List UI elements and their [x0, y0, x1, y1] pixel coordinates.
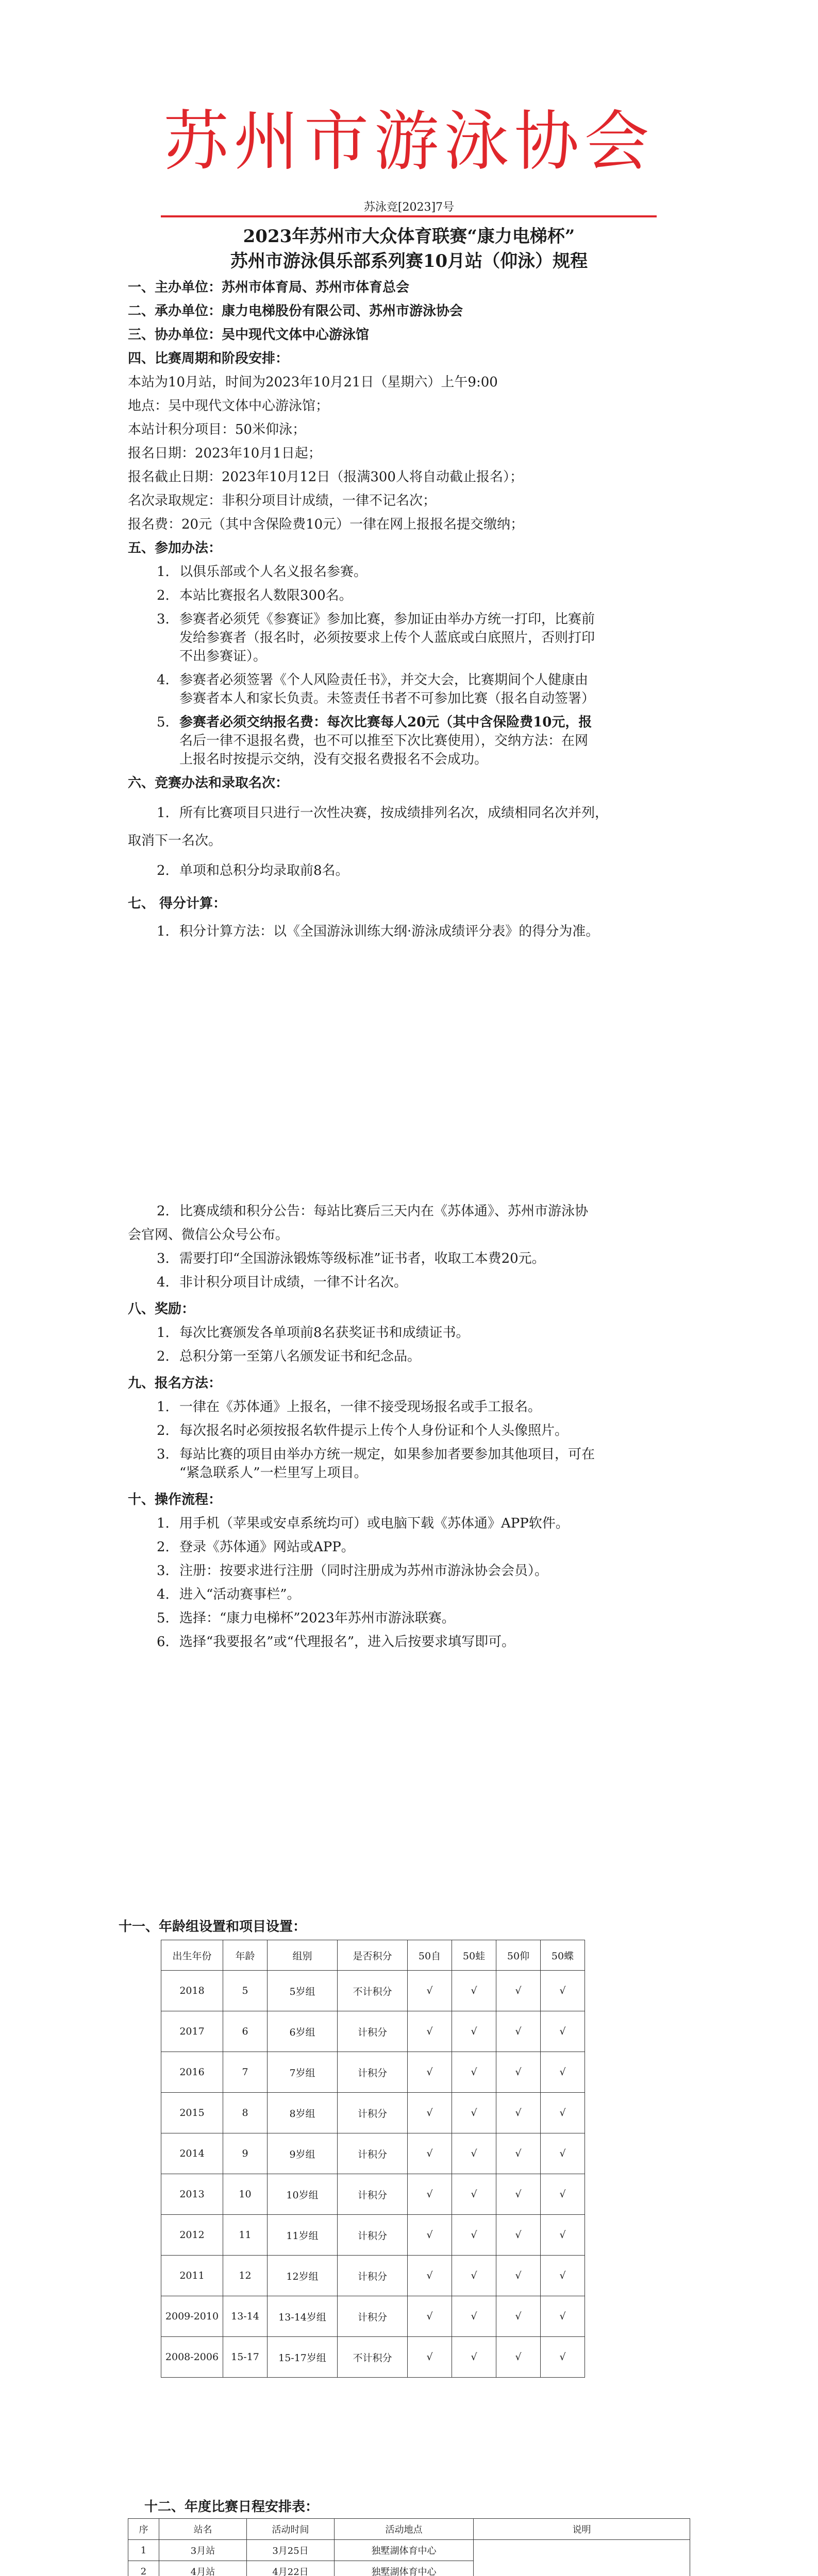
schedule-header-cell: 站名 — [159, 2519, 247, 2540]
age-table-cell: √ — [452, 2011, 496, 2052]
age-table-cell: √ — [408, 2093, 452, 2133]
reg-item-1: 1. 一律在《苏体通》上报名，一律不接受现场报名或手工报名。 — [157, 1399, 542, 1415]
age-table-cell: √ — [541, 2133, 585, 2174]
join-item-2: 2. 本站比赛报名人数限300名。 — [157, 588, 353, 603]
award-item-2: 2. 总积分第一至第八名颁发证书和纪念品。 — [157, 1349, 421, 1364]
age-table-cell: 不计积分 — [338, 2337, 408, 2378]
age-table-cell: √ — [541, 2215, 585, 2256]
schedule-table-title: 十二、年度比赛日程安排表： — [144, 2499, 319, 2515]
age-table-header-cell: 50蝶 — [541, 1940, 585, 1971]
section-time-title: 四、比赛周期和阶段安排： — [128, 351, 289, 366]
age-table-cell: √ — [496, 2296, 541, 2337]
age-table-cell: 5岁组 — [268, 1971, 338, 2011]
age-table-cell: 6 — [223, 2011, 268, 2052]
schedule-header-cell: 说明 — [474, 2519, 690, 2540]
schedule-cell: 4月22日 — [247, 2561, 335, 2576]
age-table-cell: √ — [452, 1971, 496, 2011]
age-table-row — [161, 2296, 585, 2337]
age-table-row — [161, 2011, 585, 2052]
section-join-title: 五、参加办法： — [128, 540, 222, 556]
age-table-cell: √ — [496, 2011, 541, 2052]
age-group-table — [161, 1940, 585, 2378]
age-table-cell: 5 — [223, 1971, 268, 2011]
age-table-row — [161, 2256, 585, 2296]
time-line: 本站为10月站，时间为2023年10月21日（星期六）上午9:00 — [128, 375, 498, 390]
other-item-2-cont: 会官网、微信公众号公布。 — [128, 1227, 289, 1243]
section-score-title: 七、 得分计算： — [128, 896, 227, 911]
section-coorganizer: 三、协办单位：吴中现代文体中心游泳馆 — [128, 327, 370, 343]
age-table-cell: √ — [452, 2296, 496, 2337]
age-table-row — [161, 2093, 585, 2133]
red-divider — [161, 215, 657, 217]
rank-item-1: 1. 所有比赛项目只进行一次性决赛，按成绩排列名次，成绩相同名次并列， — [157, 805, 609, 821]
proc-item-4: 4. 进入“活动赛事栏”。 — [157, 1587, 301, 1602]
age-table-cell: 2016 — [161, 2052, 223, 2093]
venue-line: 地点：吴中现代文体中心游泳馆； — [128, 398, 329, 414]
section-host: 一、主办单位：苏州市体育局、苏州市体育总会 — [128, 280, 410, 295]
schedule-note — [474, 2540, 690, 2576]
reg-start-line: 报名日期：2023年10月1日起； — [128, 446, 322, 461]
age-table-cell: 2013 — [161, 2174, 223, 2215]
age-table-cell: √ — [408, 2296, 452, 2337]
age-table-cell: 2014 — [161, 2133, 223, 2174]
age-table-row — [161, 2337, 585, 2378]
age-table-row — [161, 2052, 585, 2093]
age-table-cell: √ — [452, 2215, 496, 2256]
age-table-cell: 计积分 — [338, 2296, 408, 2337]
event-line: 本站计积分项目：50米仰泳； — [128, 422, 306, 437]
age-table-cell: √ — [496, 1971, 541, 2011]
age-table-cell: √ — [452, 2052, 496, 2093]
org-letterhead: 苏州市游泳协会 — [163, 104, 655, 179]
age-table-cell: √ — [541, 1971, 585, 2011]
section-organizer: 二、承办单位：康力电梯股份有限公司、苏州市游泳协会 — [128, 303, 463, 319]
age-table-cell: √ — [452, 2256, 496, 2296]
schedule-cell: 3月站 — [159, 2540, 247, 2561]
age-table-cell: 2017 — [161, 2011, 223, 2052]
age-table-cell: 计积分 — [338, 2215, 408, 2256]
rank-item-1-cont: 取消下一名次。 — [128, 833, 222, 849]
score-item-1: 1. 积分计算方法：以《全国游泳训练大纲·游泳成绩评分表》的得分为准。 — [157, 924, 599, 939]
age-table-cell: √ — [541, 2093, 585, 2133]
other-item-2: 2. 比赛成绩和积分公告：每站比赛后三天内在《苏体通》、苏州市游泳协 — [157, 1204, 589, 1219]
age-table-cell: 计积分 — [338, 2256, 408, 2296]
schedule-cell: 独墅湖体育中心 — [335, 2561, 474, 2576]
proc-item-1: 1. 用手机（苹果或安卓系统均可）或电脑下载《苏体通》APP软件。 — [157, 1516, 569, 1531]
age-table-cell: 6岁组 — [268, 2011, 338, 2052]
age-table-cell: √ — [541, 2011, 585, 2052]
age-table-cell: 12 — [223, 2256, 268, 2296]
age-table-cell: 2008-2006 — [161, 2337, 223, 2378]
age-table-cell: 2015 — [161, 2093, 223, 2133]
section-award-title: 八、奖励： — [128, 1301, 195, 1317]
join-item-1: 1. 以俱乐部或个人名义报名参赛。 — [157, 564, 368, 580]
schedule-cell: 1 — [128, 2540, 159, 2561]
schedule-header-cell: 活动时间 — [247, 2519, 335, 2540]
proc-item-2: 2. 登录《苏体通》网站或APP。 — [157, 1539, 355, 1555]
age-table-cell: 13-14 — [223, 2296, 268, 2337]
schedule-cell: 2 — [128, 2561, 159, 2576]
age-table-header-cell: 组别 — [268, 1940, 338, 1971]
age-table-cell: √ — [496, 2052, 541, 2093]
regulations-body-continued — [128, 1202, 685, 1651]
age-table-header-cell: 50仰 — [496, 1940, 541, 1971]
age-table-cell: 7 — [223, 2052, 268, 2093]
age-table-cell: 11岁组 — [268, 2215, 338, 2256]
age-table-cell: √ — [496, 2256, 541, 2296]
other-item-3: 3. 需要打印“全国游泳锻炼等级标准”证书者，收取工本费20元。 — [157, 1251, 545, 1266]
age-table-cell: 10岁组 — [268, 2174, 338, 2215]
age-table-header — [161, 1940, 585, 1971]
age-table-cell: 不计积分 — [338, 1971, 408, 2011]
age-table-cell: 9 — [223, 2133, 268, 2174]
ranking-rule-line: 名次录取规定：非积分项目计成绩，一律不记名次； — [128, 493, 437, 509]
proc-item-3: 3. 注册：按要求进行注册（同时注册成为苏州市游泳协会会员）。 — [157, 1563, 548, 1579]
age-table-cell: √ — [408, 2337, 452, 2378]
document-number: 苏泳竞[2023]7号 — [363, 201, 455, 214]
age-table-cell: 13-14岁组 — [268, 2296, 338, 2337]
schedule-cell: 独墅湖体育中心 — [335, 2540, 474, 2561]
age-table-cell: 计积分 — [338, 2174, 408, 2215]
age-table-cell: 15-17 — [223, 2337, 268, 2378]
age-table-row — [161, 2215, 585, 2256]
join-item-5: 5. 参赛者必须交纳报名费：每次比赛每人20元（其中含保险费10元，报 名后一律不退报名费，也不可以推至下次比赛使用），交纳方法：在网 上报名时按提示交纳，没有交报名费报名不会成功。 — [157, 715, 592, 767]
age-table-header-cell: 50自 — [408, 1940, 452, 1971]
schedule-header-cell: 序 — [128, 2519, 159, 2540]
document-title — [0, 224, 818, 274]
join-item-3: 3. 参赛者必须凭《参赛证》参加比赛，参加证由举办方统一打印，比赛前 发给参赛者（报名时，必须按要求上传个人蓝底或白底照片，否则打印 不出参赛证）。 — [157, 612, 595, 664]
section-reg-title: 九、报名方法： — [128, 1376, 222, 1391]
age-table-cell: √ — [496, 2133, 541, 2174]
reg-deadline-line: 报名截止日期：2023年10月12日（报满300人将自动截止报名）； — [128, 469, 523, 485]
age-table-cell: √ — [496, 2093, 541, 2133]
age-table-cell: √ — [541, 2337, 585, 2378]
age-table-cell: 15-17岁组 — [268, 2337, 338, 2378]
age-table-cell: 8 — [223, 2093, 268, 2133]
age-table-cell: 9岁组 — [268, 2133, 338, 2174]
fee-line: 报名费：20元（其中含保险费10元）一律在网上报报名提交缴纳； — [128, 517, 524, 532]
age-table-header-cell: 是否积分 — [338, 1940, 408, 1971]
age-table-cell: 计积分 — [338, 2011, 408, 2052]
age-table-cell: √ — [541, 2174, 585, 2215]
other-item-4: 4. 非计积分项目计成绩，一律不计名次。 — [157, 1275, 408, 1290]
proc-item-6: 6. 选择“我要报名”或“代理报名”，进入后按要求填写即可。 — [157, 1634, 515, 1650]
age-table-cell: 2018 — [161, 1971, 223, 2011]
age-table-header-cell: 50蛙 — [452, 1940, 496, 1971]
age-table-row — [161, 2174, 585, 2215]
award-item-1: 1. 每次比赛颁发各单项前8名获奖证书和成绩证书。 — [157, 1325, 470, 1341]
regulations-body — [128, 278, 685, 941]
age-table-cell: 10 — [223, 2174, 268, 2215]
age-table-cell: 2009-2010 — [161, 2296, 223, 2337]
age-table-cell: √ — [408, 2133, 452, 2174]
age-table-cell: 计积分 — [338, 2093, 408, 2133]
age-table-cell: √ — [541, 2296, 585, 2337]
age-table-cell: √ — [408, 2011, 452, 2052]
age-table-row — [161, 2133, 585, 2174]
schedule-table — [128, 2518, 690, 2576]
age-table-cell: 2012 — [161, 2215, 223, 2256]
join-item-4: 4. 参赛者必须签署《个人风险责任书》，并交大会，比赛期间个人健康由 参赛者本人和家长负责。未签责任书者不可参加比赛（报名自动签署） — [157, 672, 595, 706]
section-rank-title: 六、竞赛办法和录取名次： — [128, 775, 289, 791]
age-table-cell: 8岁组 — [268, 2093, 338, 2133]
age-table-title: 十一、年龄组设置和项目设置： — [119, 1919, 307, 1935]
age-table-cell: √ — [452, 2093, 496, 2133]
age-table-cell: √ — [452, 2133, 496, 2174]
rank-item-2: 2. 单项和总积分均录取前8名。 — [157, 863, 349, 878]
age-table-cell: √ — [541, 2256, 585, 2296]
age-table-cell: 12岁组 — [268, 2256, 338, 2296]
schedule-header-cell: 活动地点 — [335, 2519, 474, 2540]
age-table-cell: 计积分 — [338, 2133, 408, 2174]
title-line-1: 2023年苏州市大众体育联赛“康力电梯杯” — [243, 226, 575, 247]
age-table-cell: √ — [496, 2215, 541, 2256]
age-table-cell: √ — [408, 2174, 452, 2215]
age-table-cell: √ — [408, 1971, 452, 2011]
age-table-cell: 7岁组 — [268, 2052, 338, 2093]
age-table-cell: 计积分 — [338, 2052, 408, 2093]
age-table-row — [161, 1971, 585, 2011]
age-table-cell: 2011 — [161, 2256, 223, 2296]
title-line-2: 苏州市游泳俱乐部系列赛10月站（仰泳）规程 — [230, 251, 588, 272]
age-table-cell: √ — [452, 2337, 496, 2378]
age-table-header-cell: 年龄 — [223, 1940, 268, 1971]
section-proc-title: 十、操作流程： — [128, 1492, 222, 1507]
age-table-cell: √ — [541, 2052, 585, 2093]
age-table-cell: √ — [496, 2337, 541, 2378]
reg-item-2: 2. 每次报名时必须按报名软件提示上传个人身份证和个人头像照片。 — [157, 1423, 569, 1438]
reg-item-3: 3. 每站比赛的项目由举办方统一规定，如果参加者要参加其他项目，可在 “紧急联系人”一栏里写上项目。 — [157, 1447, 595, 1481]
age-table-cell: 11 — [223, 2215, 268, 2256]
schedule-row — [128, 2540, 690, 2561]
schedule-table-header — [128, 2519, 690, 2540]
age-table-cell: √ — [408, 2052, 452, 2093]
age-table-cell: √ — [408, 2256, 452, 2296]
age-table-cell: √ — [452, 2174, 496, 2215]
age-table-cell: √ — [496, 2174, 541, 2215]
proc-item-5: 5. 选择：“康力电梯杯”2023年苏州市游泳联赛。 — [157, 1611, 455, 1626]
age-table-header-cell: 出生年份 — [161, 1940, 223, 1971]
age-table-cell: √ — [408, 2215, 452, 2256]
schedule-cell: 4月站 — [159, 2561, 247, 2576]
schedule-cell: 3月25日 — [247, 2540, 335, 2561]
